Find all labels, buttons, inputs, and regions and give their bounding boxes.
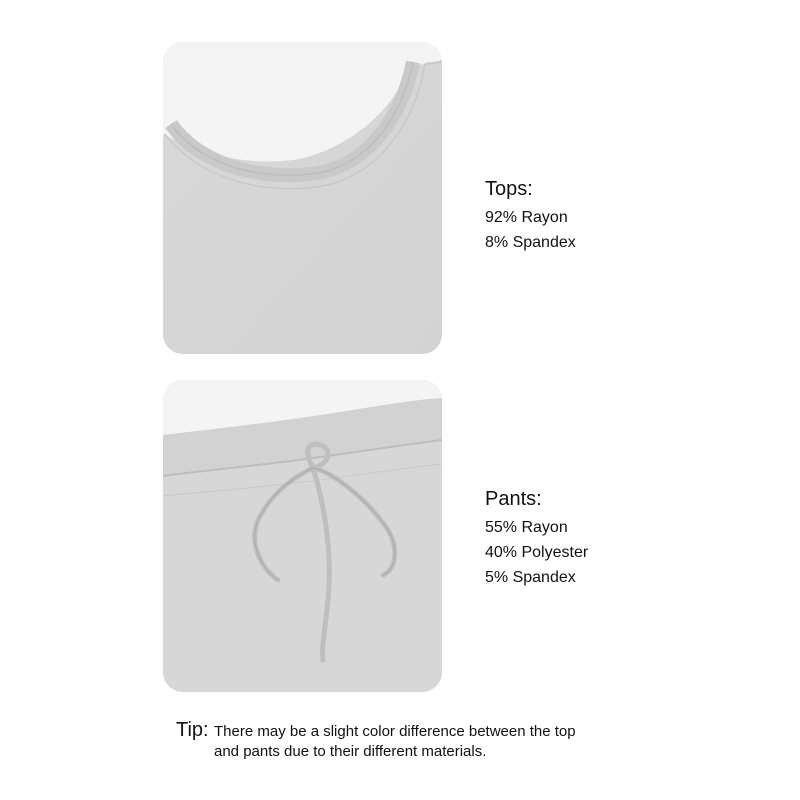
tops-spec (485, 177, 576, 255)
pants-material-item: 55% Rayon (485, 519, 568, 536)
tip-label: Tip: (176, 719, 209, 741)
pants-spec (485, 487, 588, 590)
pants-fabric-image (163, 380, 442, 692)
tip-text-line: and pants due to their different materials. (214, 743, 487, 760)
tops-fabric-image (163, 42, 442, 354)
tops-title: Tops: (485, 178, 533, 200)
tip-text-line: There may be a slight color difference between the top (214, 723, 576, 740)
tip-text (214, 722, 674, 762)
pants-title: Pants: (485, 488, 542, 510)
tops-material-item: 92% Rayon (485, 209, 568, 226)
pants-material-list (485, 515, 588, 590)
pants-material-item: 40% Polyester (485, 544, 589, 561)
tops-material-item: 8% Spandex (485, 234, 576, 251)
pants-material-item: 5% Spandex (485, 569, 576, 586)
tops-material-list (485, 205, 576, 255)
